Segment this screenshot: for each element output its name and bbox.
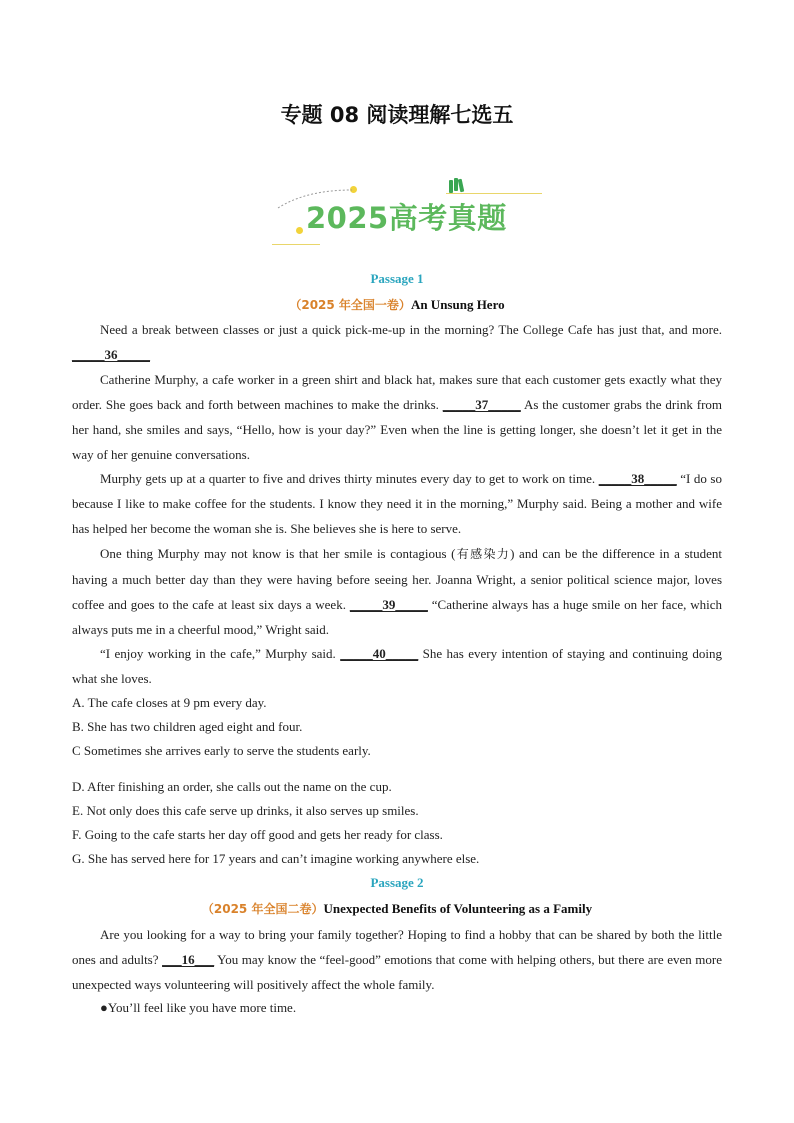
decor-dot (296, 227, 303, 234)
paragraph: Catherine Murphy, a cafe worker in a green shirt and black hat, makes sure that each customer gets exactly what they order. She goes back and forth between machines to make the drinks. _____37_____ As the customer grabs the drink from her hand, she smiles and says, “Hello, how is your day?” Even when the line is getting longer, she doesn’t let it get in the way of her genuine conversations. (72, 372, 723, 462)
option-f: F. Going to the cafe starts her day off good and gets her ready for class. (72, 827, 443, 842)
passage-2-title: Unexpected Benefits of Volunteering as a Family (323, 901, 593, 916)
decor-line (272, 244, 320, 245)
decor-line (446, 193, 542, 194)
paragraph: “I enjoy working in the cafe,” Murphy said. _____40_____ She has every intention of staying and continuing doing what she loves. (72, 646, 723, 686)
paragraph: Murphy gets up at a quarter to five and drives thirty minutes every day to get to work on time. _____38_____ “I do so because I like to make coffee for the students. I know they need it in the morning,” Murphy said. Being a mother and wife has helped her become the woman she is. She believes she is here to serve. (72, 471, 722, 536)
option-c: C Sometimes she arrives early to serve the students early. (72, 743, 371, 758)
banner-title: 2025高考真题 (306, 201, 507, 235)
passage-1-heading (0, 296, 794, 313)
paragraph: One thing Murphy may not know is that her smile is contagious (有感染力) and can be the difference in a student having a much better day than they were having before seeing her. Joanna Wright, a senior political science major, loves coffee and goes to the cafe at least six days a week. _____39_____ “Catherine always has a huge smile on her face, which always puts me in a cheerful mood,” Wright said. (72, 546, 723, 637)
document-title: 专题 08 阅读理解七选五 (280, 103, 514, 127)
blank-16[interactable]: ___16___ (162, 952, 215, 967)
passage-1-label: Passage 1 (370, 271, 424, 286)
passage-1-title: An Unsung Hero (410, 297, 505, 312)
passage-2-source: （2025 年全国二卷） (201, 902, 324, 916)
blank-37[interactable]: _____37_____ (442, 397, 521, 412)
passage-2-heading (0, 900, 794, 917)
option-a: A. The cafe closes at 9 pm every day. (72, 695, 267, 710)
option-b: B. She has two children aged eight and four. (72, 719, 303, 734)
option-d: D. After finishing an order, she calls out the name on the cup. (72, 779, 392, 794)
blank-36[interactable]: _____36_____ (72, 347, 150, 362)
bullet-point: ●You’ll feel like you have more time. (100, 1000, 297, 1015)
banner (268, 172, 548, 252)
paragraph: Are you looking for a way to bring your family together? Hoping to find a hobby that can be shared by both the little ones and adults? ___16___ You may know the “feel-good” emotions that come with helping others, but there are even more unexpected ways volunteering will positively affect the whole family. (72, 927, 722, 992)
option-g: G. She has served here for 17 years and can’t imagine working anywhere else. (72, 851, 480, 866)
blank-38[interactable]: _____38_____ (598, 471, 677, 486)
passage-2-label: Passage 2 (370, 875, 424, 890)
blank-39[interactable]: _____39_____ (349, 597, 428, 612)
paragraph: Need a break between classes or just a quick pick-me-up in the morning? The College Cafe has just that, and more. _____36_____ (72, 322, 722, 362)
passage-1-source: （2025 年全国一卷） (289, 298, 411, 312)
option-e: E. Not only does this cafe serve up drinks, it also serves up smiles. (72, 803, 419, 818)
blank-40[interactable]: _____40_____ (340, 646, 419, 661)
